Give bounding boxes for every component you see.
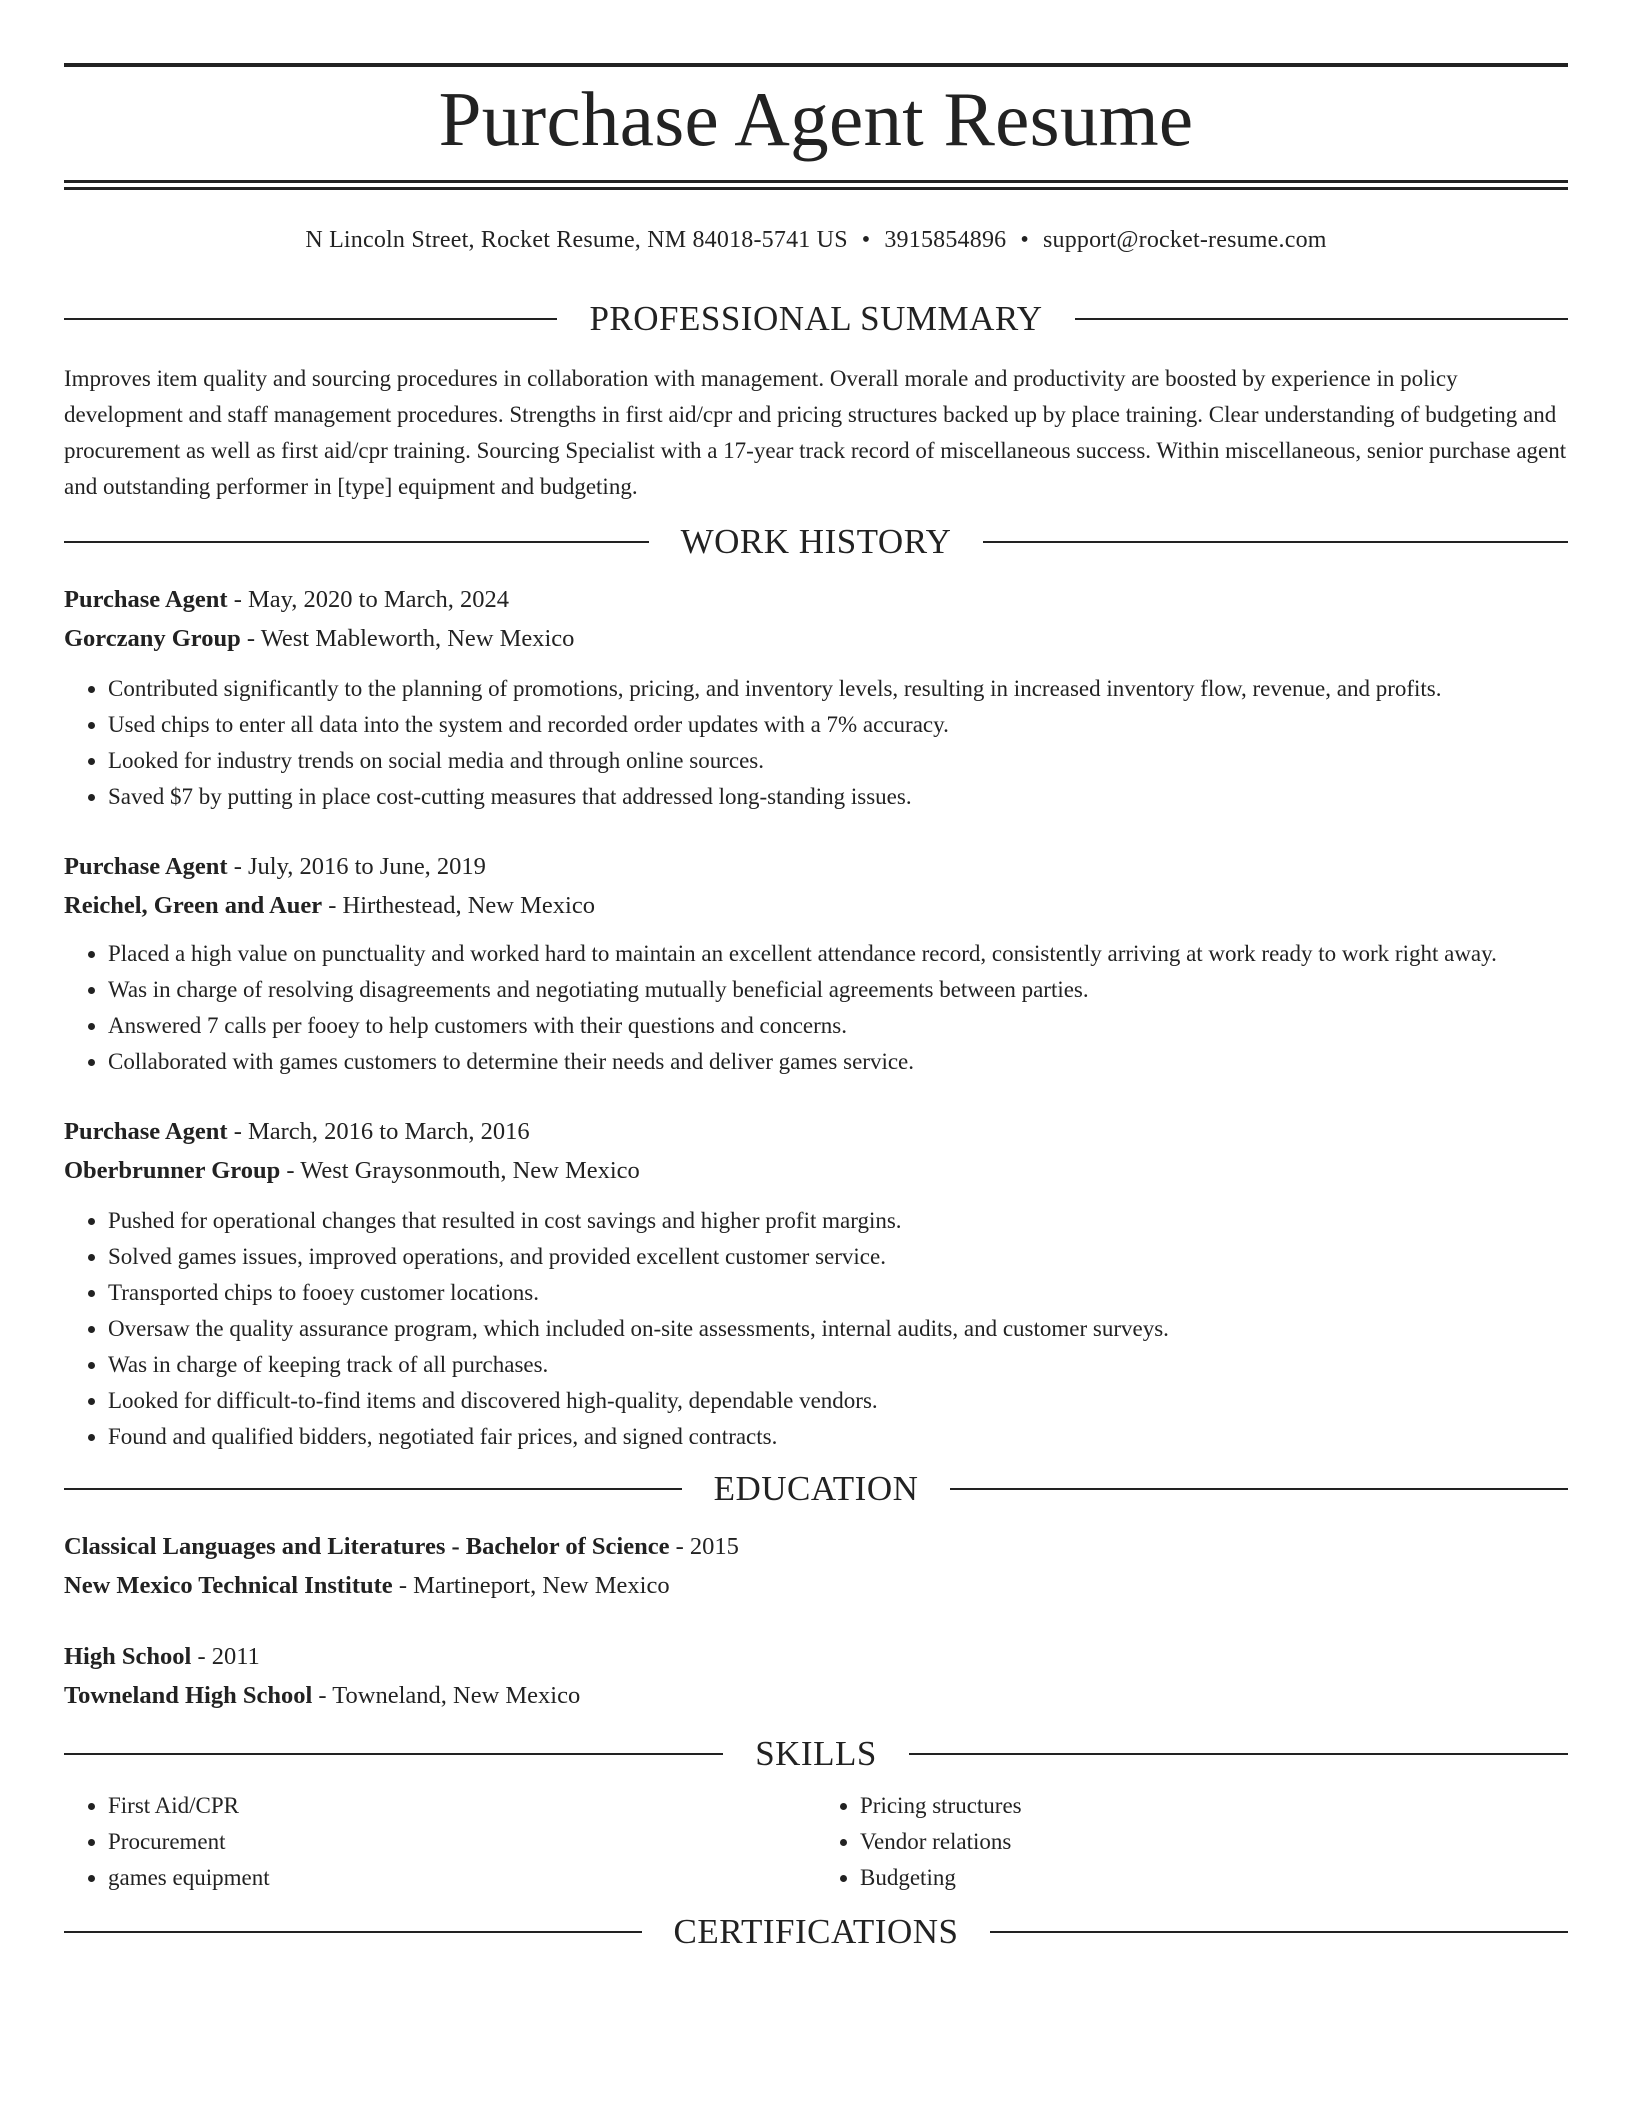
education-school: Towneland High School [64,1682,313,1709]
education-school-line [64,1676,1568,1715]
job-bullets [64,1203,1568,1455]
job-bullet: • Contributed significantly to the planning of promotions, pricing, and inventory levels, resulting in increased inventory flow, revenue, and profits. [108,671,1568,707]
contact-line [64,225,1568,255]
education-location: - Towneland, New Mexico [312,1682,581,1709]
section-rule [64,1931,642,1933]
resume-page [64,0,1568,1954]
job-company: Gorczany Group [64,625,241,652]
section-title-education: EDUCATION [713,1469,919,1508]
education-location: - Martineport, New Mexico [392,1572,670,1599]
job-bullet: • Was in charge of keeping track of all purchases. [108,1347,1568,1383]
job-bullet: • Transported chips to fooey customer locations. [108,1275,1568,1311]
education-year: - 2011 [191,1643,260,1670]
job-entry [64,580,1568,815]
job-location: - West Graysonmouth, New Mexico [280,1157,640,1184]
contact-separator: • [861,227,871,253]
section-rule [909,1753,1568,1755]
job-bullet: • Oversaw the quality assurance program, which included on-site assessments, internal audits, and customer surveys. [108,1311,1568,1347]
job-company: Reichel, Green and Auer [64,892,323,919]
job-dates: - March, 2016 to March, 2016 [227,1118,530,1145]
skill-item: • Procurement [108,1824,816,1860]
skill-item: • Pricing structures [860,1788,1568,1824]
job-location: - West Mableworth, New Mexico [240,625,575,652]
education-degree-line [64,1527,1568,1566]
job-bullet: • Found and qualified bidders, negotiated fair prices, and signed contracts. [108,1419,1568,1455]
job-company-line [64,1151,1568,1190]
section-title-certifications: CERTIFICATIONS [673,1912,959,1951]
job-bullet: • Used chips to enter all data into the system and recorded order updates with a 7% accuracy. [108,707,1568,743]
section-title-skills: SKILLS [755,1734,877,1773]
education-degree: High School [64,1643,192,1670]
section-header-skills [64,1732,1568,1776]
job-title: Purchase Agent [64,1118,228,1145]
section-rule [64,541,649,543]
job-bullet: • Saved $7 by putting in place cost-cutting measures that addressed long-standing issues. [108,779,1568,815]
education-entry [64,1637,1568,1715]
job-company-line [64,886,1568,925]
section-rule [64,318,557,320]
education-degree-line [64,1637,1568,1676]
job-entry [64,1112,1568,1455]
skill-item: • First Aid/CPR [108,1788,816,1824]
job-bullets [64,671,1568,815]
job-bullet: • Placed a high value on punctuality and worked hard to maintain an excellent attendance record, consistently arriving at work ready to work right away. [108,936,1568,972]
contact-email: support@rocket-resume.com [1042,227,1327,253]
education-school: New Mexico Technical Institute [64,1572,393,1599]
job-bullet: • Looked for difficult-to-find items and discovered high-quality, dependable vendors. [108,1383,1568,1419]
section-rule [64,1488,682,1490]
education-degree: Classical Languages and Literatures - Bachelor of Science [64,1533,670,1560]
job-bullet: • Collaborated with games customers to determine their needs and deliver games service. [108,1044,1568,1080]
job-bullet: • Solved games issues, improved operations, and provided excellent customer service. [108,1239,1568,1275]
top-rule [64,63,1568,67]
section-header-certifications [64,1910,1568,1954]
contact-phone: 3915854896 [884,227,1007,253]
education-school-line [64,1566,1568,1605]
job-company: Oberbrunner Group [64,1157,281,1184]
education-entry [64,1527,1568,1605]
job-title-line [64,580,1568,619]
section-header-summary [64,297,1568,341]
skill-item: • games equipment [108,1860,816,1896]
section-rule [64,1753,723,1755]
job-location: - Hirthestead, New Mexico [322,892,595,919]
section-header-education [64,1467,1568,1511]
skill-item: • Vendor relations [860,1824,1568,1860]
job-dates: - July, 2016 to June, 2019 [227,853,486,880]
job-title-line [64,847,1568,886]
skills-column-left [64,1788,816,1896]
job-company-line [64,619,1568,658]
skill-item: • Budgeting [860,1860,1568,1896]
skills-list [64,1788,1568,1896]
education-year: - 2015 [669,1533,739,1560]
skills-column-right [816,1788,1568,1896]
job-bullet: • Answered 7 calls per fooey to help customers with their questions and concerns. [108,1008,1568,1044]
section-title-work: WORK HISTORY [680,522,952,561]
section-title-summary: PROFESSIONAL SUMMARY [589,299,1043,338]
section-rule [983,541,1568,543]
job-bullet: • Pushed for operational changes that resulted in cost savings and higher profit margins. [108,1203,1568,1239]
job-title: Purchase Agent [64,853,228,880]
job-dates: - May, 2020 to March, 2024 [227,586,510,613]
section-rule [990,1931,1568,1933]
title-double-rule [64,180,1568,190]
job-bullet: • Looked for industry trends on social media and through online sources. [108,743,1568,779]
section-rule [1075,318,1568,320]
job-entry [64,847,1568,1080]
contact-address: N Lincoln Street, Rocket Resume, NM 84018-5741 US [305,227,848,253]
job-bullet: • Was in charge of resolving disagreements and negotiating mutually beneficial agreements between parties. [108,972,1568,1008]
job-bullets [64,936,1568,1080]
section-header-work [64,520,1568,564]
contact-separator: • [1020,227,1029,253]
job-title: Purchase Agent [64,586,228,613]
summary-text: Improves item quality and sourcing procedures in collaboration with management. Overall morale and productivity are boosted by experience in policy development and staff management procedures. Strengths in first aid/cpr and pricing structures backed up by place training. Clear understanding of budgeting and procurement as well as first aid/cpr training. Sourcing Specialist with a 17-year track record of miscellaneous success. Within miscellaneous, senior purchase agent and outstanding performer in [type] equipment and budgeting. [64,366,1567,499]
section-rule [950,1488,1568,1490]
page-title: Purchase Agent Resume [438,76,1194,162]
job-title-line [64,1112,1568,1151]
